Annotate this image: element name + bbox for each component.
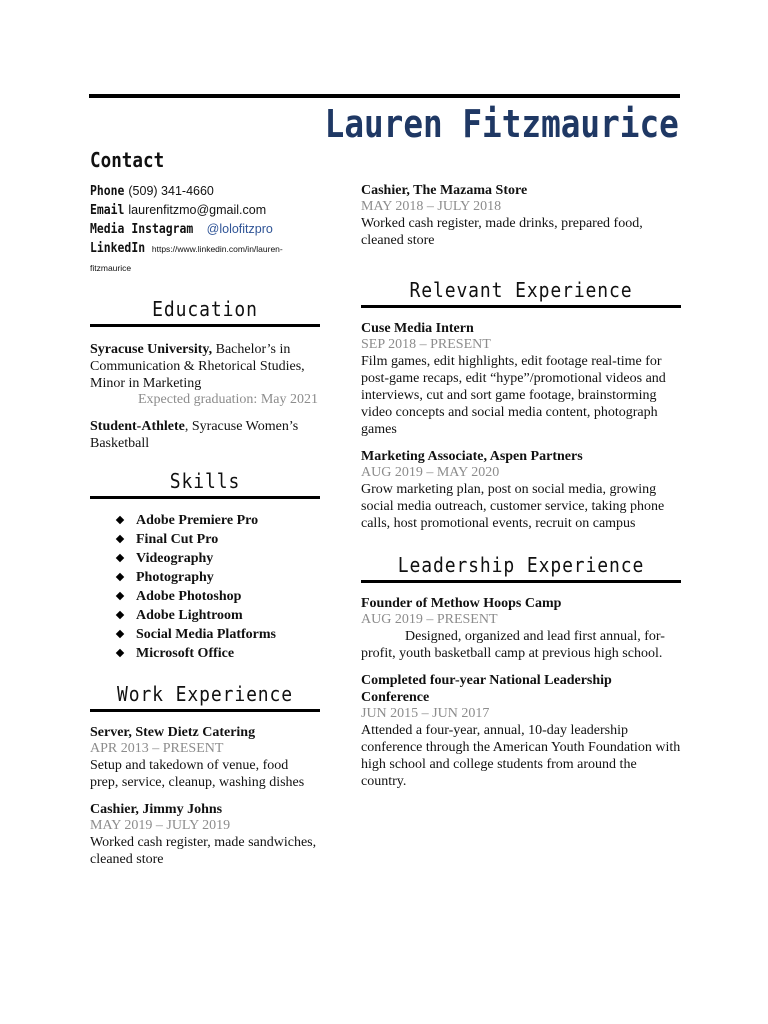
job-dates: SEP 2018 – PRESENT xyxy=(361,337,491,352)
diamond-bullet-icon xyxy=(116,592,124,600)
degree-text: Bachelor’s in Communication & Rhetorical Studies, Minor in Marketing xyxy=(90,342,305,391)
contact-instagram xyxy=(90,220,320,239)
skill-item: Adobe Lightroom xyxy=(114,606,320,625)
header-rule xyxy=(89,94,680,98)
skills-rule xyxy=(90,496,320,499)
diamond-bullet-icon xyxy=(116,516,124,524)
skill-item: Final Cut Pro xyxy=(114,530,320,549)
item-desc: Attended a four-year, annual, 10-day leadership conference through the American Youth Foundation with high school and college students from around the country. xyxy=(361,723,681,789)
leadership-item xyxy=(361,672,681,790)
athlete-rest: , Syracuse Women’s Basketball xyxy=(90,419,299,451)
right-column xyxy=(361,182,681,800)
instagram-value[interactable]: @lolofitzpro xyxy=(206,222,273,236)
instagram-label: Media Instagram xyxy=(90,222,194,237)
job-title: Cuse Media Intern xyxy=(361,321,474,336)
work-job xyxy=(90,801,320,868)
skill-item: Photography xyxy=(114,568,320,587)
skill-item: Adobe Photoshop xyxy=(114,587,320,606)
item-title: Completed four-year National Leadership Conference xyxy=(361,673,612,705)
item-title: Founder of Methow Hoops Camp xyxy=(361,596,562,611)
job-title: Cashier, The Mazama Store xyxy=(361,183,528,198)
work-heading: Work Experience xyxy=(116,682,294,706)
diamond-bullet-icon xyxy=(116,535,124,543)
skill-item: Videography xyxy=(114,549,320,568)
job-desc: Setup and takedown of venue, food prep, service, cleanup, washing dishes xyxy=(90,758,305,790)
contact-linkedin xyxy=(90,239,320,276)
diamond-bullet-icon xyxy=(116,573,124,581)
contact-phone xyxy=(90,182,320,201)
leadership-rule xyxy=(361,580,681,583)
job-dates: MAY 2019 – JULY 2019 xyxy=(90,818,231,833)
skill-item: Microsoft Office xyxy=(114,644,320,663)
job-desc: Grow marketing plan, post on social media, growing social media outreach, customer service, taking phone calls, host promotional events, recruit on campus xyxy=(361,482,665,531)
relevant-job xyxy=(361,320,681,438)
job-title: Server, Stew Dietz Catering xyxy=(90,725,256,740)
leadership-heading: Leadership Experience xyxy=(397,553,645,577)
contact-heading: Contact xyxy=(90,148,165,172)
diamond-bullet-icon xyxy=(116,611,124,619)
email-value[interactable]: laurenfitzmo@gmail.com xyxy=(128,203,267,217)
work-job xyxy=(90,724,320,791)
work-job xyxy=(361,182,681,249)
job-title: Cashier, Jimmy Johns xyxy=(90,802,223,817)
school-name: Syracuse University, xyxy=(90,342,213,357)
job-desc: Film games, edit highlights, edit footage real-time for post-game recaps, edit “hype”/promotional videos and interviews, cut and sort game footage, brainstorming video concepts and social media content, photograph games xyxy=(361,354,666,437)
job-title: Marketing Associate, Aspen Partners xyxy=(361,449,583,464)
skills-list xyxy=(90,511,320,663)
phone-value: (509) 341-4660 xyxy=(128,184,214,198)
job-dates: AUG 2019 – MAY 2020 xyxy=(361,465,500,480)
relevant-heading: Relevant Experience xyxy=(409,278,633,302)
work-rule xyxy=(90,709,320,712)
linkedin-value[interactable]: https://www.linkedin.com/in/lauren-fitzmaurice xyxy=(90,244,283,273)
item-dates: AUG 2019 – PRESENT xyxy=(361,612,498,627)
relevant-job xyxy=(361,448,681,532)
contact-email xyxy=(90,201,320,220)
job-desc: Worked cash register, made drinks, prepared food, cleaned store xyxy=(361,216,643,248)
skill-item: Adobe Premiere Pro xyxy=(114,511,320,530)
education-rule xyxy=(90,324,320,327)
skill-item: Social Media Platforms xyxy=(114,625,320,644)
resume-name: Lauren Fitzmaurice xyxy=(324,102,679,146)
phone-label: Phone xyxy=(90,184,125,199)
skills-heading: Skills xyxy=(169,469,241,493)
relevant-rule xyxy=(361,305,681,308)
job-dates: APR 2013 – PRESENT xyxy=(90,741,224,756)
diamond-bullet-icon xyxy=(116,630,124,638)
linkedin-label: LinkedIn xyxy=(90,241,146,256)
diamond-bullet-icon xyxy=(116,649,124,657)
diamond-bullet-icon xyxy=(116,554,124,562)
leadership-item xyxy=(361,595,681,662)
education-athlete xyxy=(90,418,320,452)
education-degree xyxy=(90,341,320,408)
item-desc: Designed, organized and lead first annual, for-profit, youth basketball camp at previous high school. xyxy=(361,629,665,661)
graduation-date: Expected graduation: May 2021 xyxy=(137,392,318,407)
job-desc: Worked cash register, made sandwiches, cleaned store xyxy=(90,835,317,867)
left-column xyxy=(90,148,320,878)
job-dates: MAY 2018 – JULY 2018 xyxy=(361,199,502,214)
education-heading: Education xyxy=(152,297,258,321)
athlete-bold: Student-Athlete xyxy=(90,419,185,434)
item-dates: JUN 2015 – JUN 2017 xyxy=(361,706,490,721)
email-label: Email xyxy=(90,203,125,218)
